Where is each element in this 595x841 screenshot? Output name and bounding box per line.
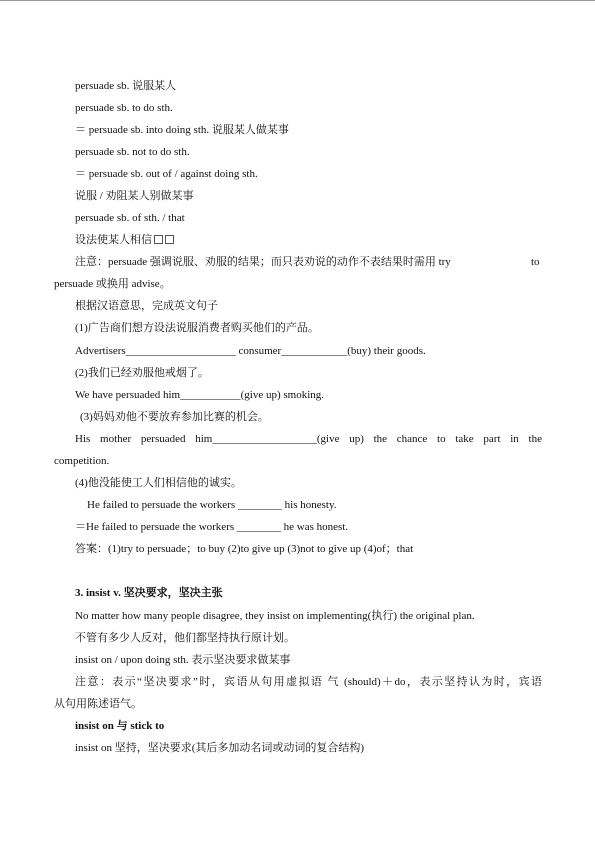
text-line: persuade sb. of sth. / that: [75, 212, 185, 224]
placeholder-box-icon: [165, 235, 174, 244]
text-line: insist on / upon doing sth. 表示坚决要求做某事: [75, 654, 291, 666]
text-line: to: [531, 256, 540, 268]
section-heading: 3. insist v. 坚决要求，坚决主张: [75, 587, 223, 599]
text-fragment: 设法使某人相信: [75, 234, 152, 246]
text-line: competition.: [54, 455, 110, 467]
text-line: 不管有多少人反对，他们都坚持执行原计划。: [75, 632, 295, 644]
text-line: ＝ persuade sb. into doing sth. 说服某人做某事: [75, 124, 289, 136]
text-line: ＝He failed to persuade the workers ________ he was honest.: [75, 521, 349, 533]
text-line: 根据汉语意思，完成英文句子: [75, 300, 218, 312]
text-line: (2)我们已经劝服他戒烟了。: [75, 367, 209, 379]
text-line: persuade sb. to do sth.: [75, 102, 173, 114]
text-line: persuade 或换用 advise。: [54, 278, 171, 290]
text-line: (3)妈妈劝他不要放弃参加比赛的机会。: [80, 411, 269, 423]
text-line: He failed to persuade the workers ________ his honesty.: [87, 499, 337, 511]
text-line: persuade sb. 说服某人: [75, 80, 177, 92]
text-line: 从句用陈述语气。: [54, 698, 142, 710]
text-line: 答案：(1)try to persuade；to buy (2)to give up (3)not to give up (4)of；that: [75, 543, 414, 555]
text-line: [75, 233, 174, 247]
placeholder-box-icon: [154, 235, 163, 244]
text-line: ＝ persuade sb. out of / against doing sth.: [75, 168, 258, 180]
subsection-heading: insist on 与 stick to: [75, 720, 165, 732]
page-top-rule: [0, 0, 595, 1]
text-line: (4)他没能使工人们相信他的诚实。: [75, 477, 242, 489]
text-line: His mother persuaded him___________________(give up) the chance to take part in the: [75, 433, 542, 445]
text-line: 说服 / 劝阻某人别做某事: [75, 190, 194, 202]
text-line: persuade sb. not to do sth.: [75, 146, 190, 158]
text-line: We have persuaded him___________(give up) smoking.: [75, 389, 325, 401]
text-line: No matter how many people disagree, they insist on implementing(执行) the original plan.: [75, 610, 475, 622]
text-line: 注意：表示“坚决要求”时，宾语从句用虚拟语 气 (should)＋do，表示坚持认为时，宾语: [75, 676, 542, 688]
text-line: (1)广告商们想方设法说服消费者购买他们的产品。: [75, 322, 319, 334]
text-line: 注意：persuade 强调说服、劝服的结果；而只表劝说的动作不表结果时需用 try: [75, 256, 451, 268]
text-line: insist on 坚持，坚决要求(其后多加动名词或动词的复合结构): [75, 742, 365, 754]
text-line: Advertisers____________________ consumer____________(buy) their goods.: [75, 345, 426, 357]
